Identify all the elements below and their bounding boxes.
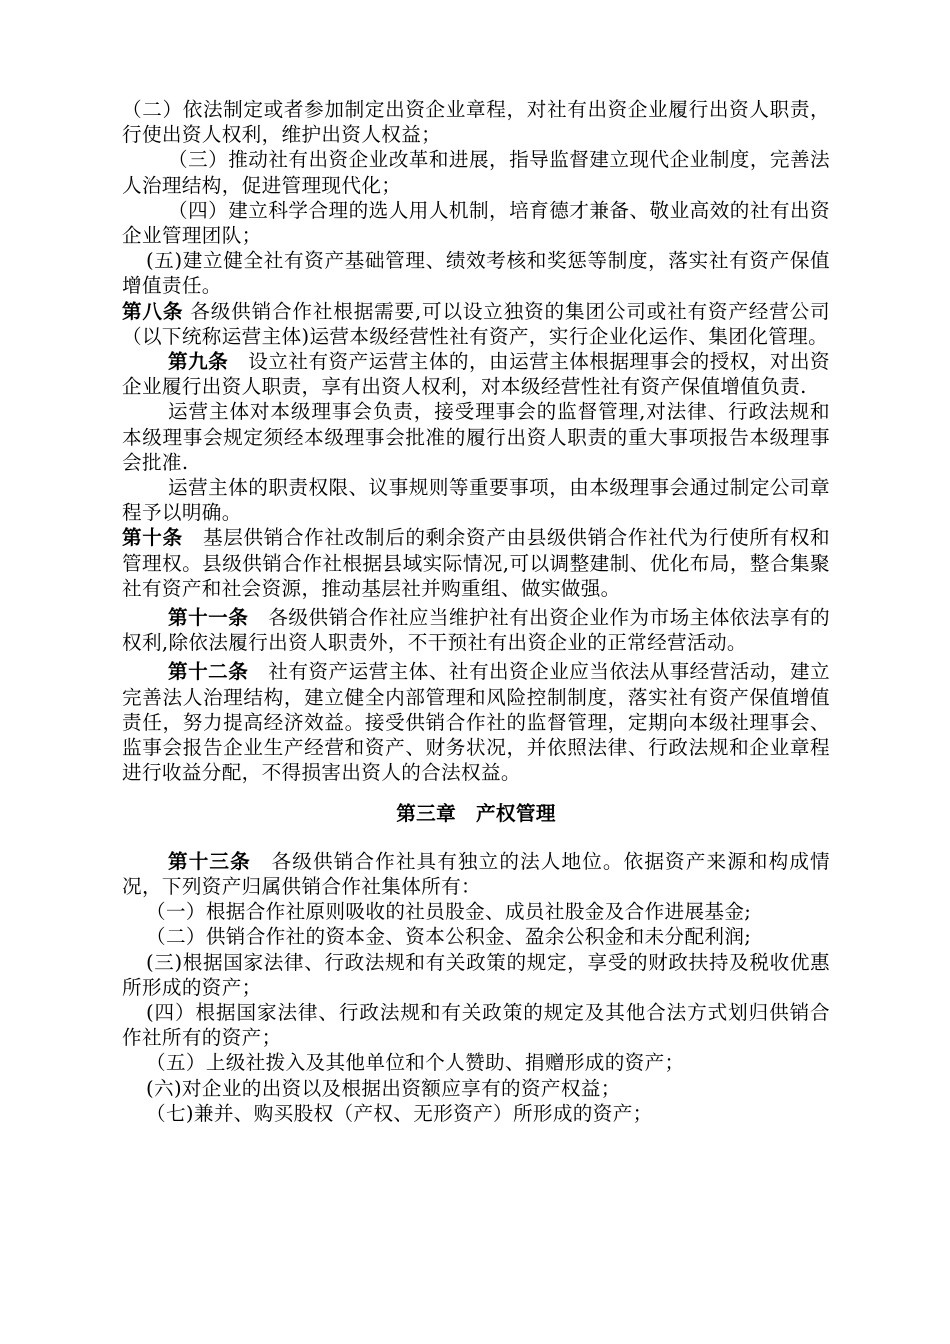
article-number: 第十一条	[168, 606, 249, 630]
paragraph-text: 各级供销合作社应当维护社有出资企业作为市场主体依法享有的权利,除依法履行出资人职责外，不干预社有出资企业的正常经营活动。	[122, 606, 830, 655]
clause-paragraph	[122, 899, 830, 924]
paragraph-text: （五）上级社拨入及其他单位和个人赞助、捐赠形成的资产；	[146, 1051, 685, 1075]
paragraph-text: （二）依法制定或者参加制定出资企业章程，对社有出资企业履行出资人职责，行使出资人权利，维护出资人权益；	[122, 98, 830, 147]
clause-paragraph	[122, 1000, 830, 1050]
article-paragraph	[122, 605, 830, 655]
article-paragraph	[122, 525, 830, 601]
article-paragraph	[122, 659, 830, 785]
clause-paragraph	[122, 147, 830, 197]
article-number: 第十二条	[168, 660, 249, 684]
article-number: 第十三条	[168, 849, 251, 873]
paragraph-text: （一）根据合作社原则吸收的社员股金、成员社股金及合作进展基金;	[146, 900, 752, 924]
clause-paragraph	[122, 1101, 830, 1126]
clause-paragraph	[122, 97, 830, 147]
paragraph-text: (六)对企业的出资以及根据出资额应享有的资产权益；	[146, 1076, 621, 1100]
article-number: 第九条	[168, 350, 229, 374]
clause-paragraph	[122, 475, 830, 525]
clause-paragraph	[122, 248, 830, 298]
paragraph-text: 各级供销合作社具有独立的法人地位。依据资产来源和构成情况，下列资产归属供销合作社集体所有：	[122, 849, 830, 898]
document-body	[122, 97, 830, 1126]
paragraph-text: (三)根据国家法律、行政法规和有关政策的规定，享受的财政扶持及税收优惠所形成的资产；	[122, 950, 830, 999]
paragraph-text: 基层供销合作社改制后的剩余资产由县级供销合作社代为行使所有权和管理权。县级供销合作社根据县域实际情况,可以调整建制、优化布局，整合集聚社有资产和社会资源，推动基层社并购重组、做实做强。	[122, 526, 830, 600]
clause-paragraph	[122, 950, 830, 1000]
paragraph-text: 运营主体对本级理事会负责，接受理事会的监督管理,对法律、行政法规和本级理事会规定须经本级理事会批准的履行出资人职责的重大事项报告本级理事会批准.	[122, 400, 830, 474]
paragraph-text: （三）推动社有出资企业改革和进展，指导监督建立现代企业制度，完善法人治理结构，促进管理现代化；	[122, 148, 830, 197]
paragraph-text: （四）建立科学合理的选人用人机制，培育德才兼备、敬业高效的社有出资企业管理团队；	[122, 198, 830, 248]
article-section-chapter-2	[122, 97, 830, 785]
paragraph-text: 社有资产运营主体、社有出资企业应当依法从事经营活动，建立完善法人治理结构，建立健全内部管理和风险控制制度，落实社有资产保值增值责任，努力提高经济效益。接受供销合作社的监督管理，定期向本级社理事会、监事会报告企业生产经营和资产、财务状况，并依照法律、行政法规和企业章程进行收益分配，不得损害出资人的合法权益。	[122, 660, 830, 785]
clause-paragraph	[122, 1076, 830, 1101]
article-number: 第八条	[122, 299, 184, 323]
article-section-chapter-3	[122, 849, 830, 1126]
paragraph-text: 设立社有资产运营主体的，由运营主体根据理事会的授权，对出资企业履行出资人职责，享有出资人权利，对本级经营性社有资产保值增值负责.	[122, 350, 830, 399]
chapter-heading: 第三章 产权管理	[396, 802, 556, 826]
paragraph-text: (四）根据国家法律、行政法规和有关政策的规定及其他合法方式划归供销合作社所有的资产；	[122, 1000, 830, 1050]
article-paragraph	[122, 299, 830, 349]
clause-paragraph	[122, 198, 830, 248]
article-paragraph	[122, 349, 830, 399]
clause-paragraph	[122, 399, 830, 475]
paragraph-text: (五)建立健全社有资产基础管理、绩效考核和奖惩等制度，落实社有资产保值增值责任。	[122, 249, 830, 298]
paragraph-text: 各级供销合作社根据需要,可以设立独资的集团公司或社有资产经营公司（以下统称运营主体)运营本级经营性社有资产，实行企业化运作、集团化管理。	[122, 299, 830, 348]
paragraph-text: 运营主体的职责权限、议事规则等重要事项，由本级理事会通过制定公司章程予以明确。	[122, 476, 830, 525]
paragraph-text: （二）供销合作社的资本金、资本公积金、盈余公积金和未分配利润;	[146, 925, 752, 949]
clause-paragraph	[122, 924, 830, 949]
article-number: 第十条	[122, 526, 183, 550]
paragraph-text: （七)兼并、购买股权（产权、无形资产）所形成的资产；	[146, 1101, 653, 1125]
clause-paragraph	[122, 1050, 830, 1075]
article-paragraph	[122, 849, 830, 899]
